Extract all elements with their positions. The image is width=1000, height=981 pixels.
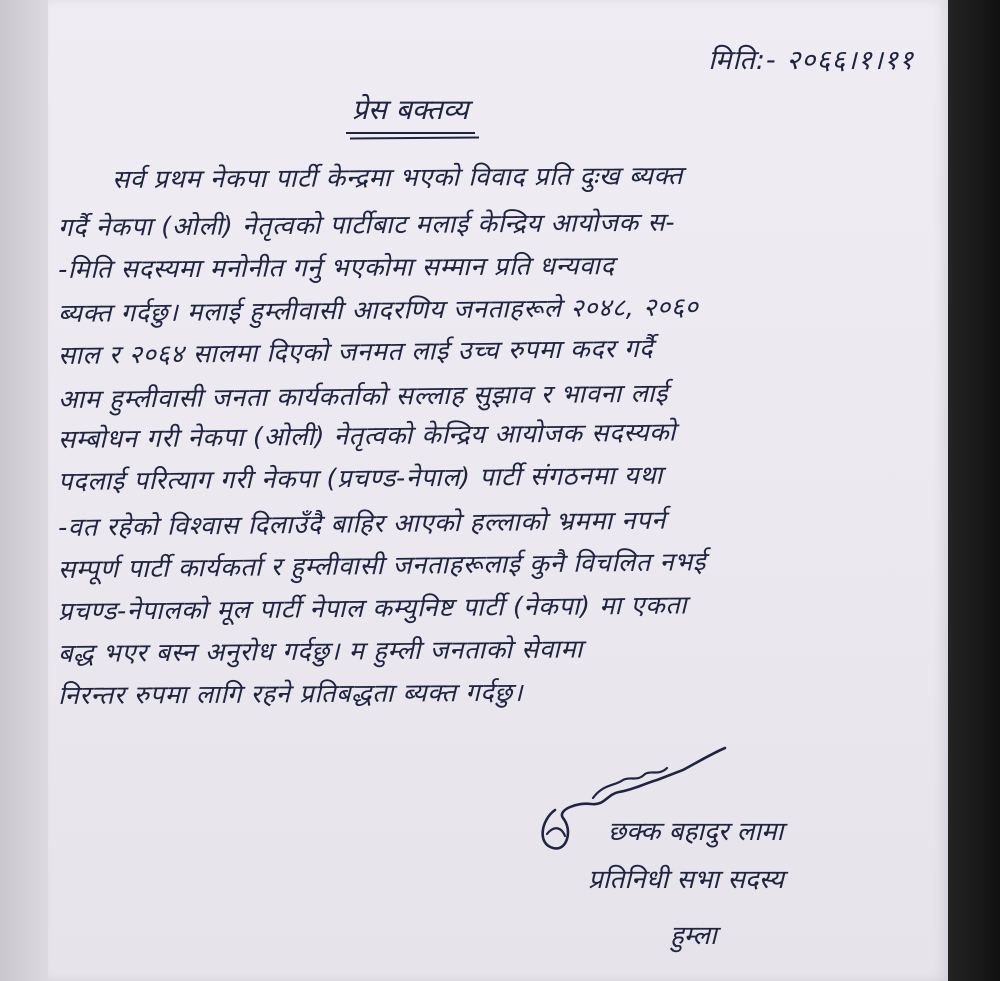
signatory-place: हुम्ला [670,921,717,951]
letter-date: मिति:- २०६६।१।११ [708,45,914,76]
body-line: गर्दै नेकपा (ओली) नेतृत्वको पार्टीबाट मलाई केन्द्रिय आयोजक स- [57,207,676,243]
signatory-designation: प्रतिनिधी सभा सदस्य [588,865,784,895]
letter-paper [48,0,948,981]
body-line: सम्पूर्ण पार्टी कार्यकर्ता र हुम्लीवासी जनताहरूलाई कुनै विचलित नभई [57,547,707,585]
body-line: आम हुम्लीवासी जनता कार्यकर्ताको सल्लाह सुझाव र भावना लाई [57,378,669,415]
body-line: ब्यक्त गर्दछु। मलाई हुम्लीवासी आदरणिय जनताहरूले २०४८, २०६० [57,292,699,329]
body-line: निरन्तर रुपमा लागि रहने प्रतिबद्धता ब्यक्त गर्दछु। [57,677,524,711]
body-line: साल र २०६४ सालमा दिएको जनमत लाई उच्च रुपमा कदर गर्दै [57,333,654,371]
page-edge-shadow [0,0,48,981]
letter-title: प्रेस बक्तव्य [346,90,475,134]
body-line: पदलाई परित्याग गरी नेकपा (प्रचण्ड-नेपाल) पार्टी संगठनमा यथा [57,460,663,497]
signatory-name: छक्क बहादुर लामा [608,817,784,847]
body-line: प्रचण्ड-नेपालको मूल पार्टी नेपाल कम्युनिष्ट पार्टी (नेकपा) मा एकता [57,590,688,627]
body-line: -मिति सदस्यमा मनोनीत गर्नु भएकोमा सम्मान प्रति धन्यवाद [57,251,615,285]
body-line: सम्बोधन गरी नेकपा (ओली) नेतृत्वको केन्द्रिय आयोजक सदस्यको [57,417,677,455]
body-line: -वत रहेको विश्वास दिलाउँदै बाहिर आएको हल्लाको भ्रममा नपर्न [57,505,667,543]
body-line: सर्व प्रथम नेकपा पार्टी केन्द्रमा भएको विवाद प्रति दुःख ब्यक्त [111,161,684,195]
body-line: बद्ध भएर बस्न अनुरोध गर्दछु। म हुम्ली जनताको सेवामा [57,634,583,669]
dark-background-edge [948,0,1000,981]
